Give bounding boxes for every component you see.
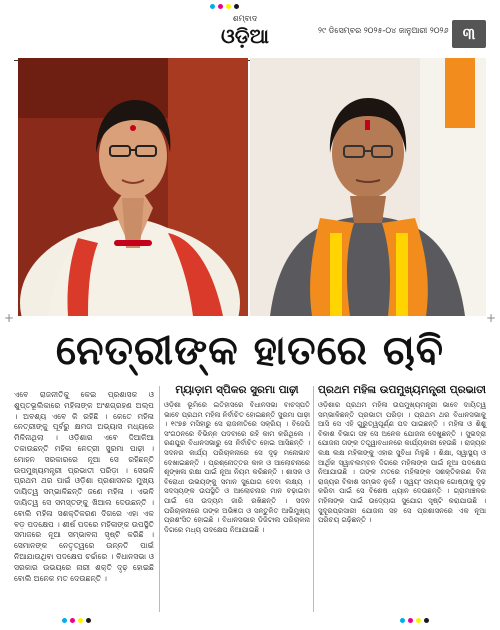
article-column-2-title: ମ୍ୟାଡ଼ାମ ସ୍ପିକର ସୁରମା ପାଢ଼ୀ [175,384,299,396]
trim-mark-right: + [486,311,497,325]
dot-cyan [62,618,67,623]
dot-yellow [416,618,421,623]
article-column-3-title: ପ୍ରଥମ ମହିଳା ଉପମୁଖ୍ୟମନ୍ତ୍ରୀ ପ୍ରଭାତୀ [318,384,486,396]
dot-yellow [226,4,231,9]
trim-mark-left: + [4,311,15,325]
portrait-left-illustration [18,58,248,316]
dot-black [234,4,239,9]
article-column-2-body: ଓଡ଼ିଶା ଭୂମିରେ ଇତିହାସରେ ବିଧାନସଭା ବାଚସ୍ପତି ଭାବେ ପ୍ରଥମ ମହିଳା ନିର୍ବାଚିତ ହୋଇଛନ୍ତି ସୁରମା ପାଢ଼ୀ । ୧୯୭୭ ମସିହାରୁ ସେ ରାଜନୀତିରେ ସକ୍ରିୟ । ବିଜେପି ସଂଗଠନରେ ବିଭିନ୍ନ ପଦବୀରେ ରହି କାମ କରିଥିଲେ । ରଣପୁର ବିଧାନସଭାରୁ ସେ ନିର୍ବାଚିତ ହୋଇ ଆସିଛନ୍ତି । ସଦନର କାର୍ଯ୍ୟ ପରିଚାଳନାରେ ସେ ଦୃଢ଼ ମନୋଭାବ ଦେଖାଇଛନ୍ତି । ପ୍ରଶ୍ନୋତ୍ତର କାଳ ଓ ଆଲୋଚନାରେ ଶୃଙ୍ଖଳା ରକ୍ଷା ପାଇଁ ନୂଆ ନିୟମ କରିଛନ୍ତି । ଶାସକ ଓ ବିରୋଧୀ ଉଭୟଙ୍କୁ ସମାନ ସୁଯୋଗ ଦେବା ଲକ୍ଷ୍ୟ । ସଦସ୍ୟଙ୍କ ଉପସ୍ଥିତି ଓ ଆଲୋଚନାର ମାନ ବଢ଼ାଇବା ପାଇଁ ସେ ଉଦ୍ୟମ ଜାରି ରଖିଛନ୍ତି । ସଦନ ପରିଚାଳନାରେ ତାଙ୍କ ଅଭିଜ୍ଞତା ଓ ସନ୍ତୁଳିତ ଆଭିମୁଖ୍ୟ ପ୍ରଶଂସିତ ହୋଇଛି । ବିଧାନସଭାର ଡିଜିଟାଲ ପରିଚାଳନା ଦିଗରେ ମଧ୍ୟ ପଦକ୍ଷେପ ନିଆଯାଇଛି । [164,401,310,534]
dot-black [424,618,429,623]
masthead-title: ଓଡ଼ିଆ [221,24,269,48]
dot-magenta [70,618,75,623]
article-column-1 [14,390,154,584]
registration-dots-top [210,4,239,9]
masthead-small-text: ଶମ୍ବାଦ [232,14,258,23]
dot-cyan [210,4,215,9]
dot-yellow [78,618,83,623]
article-column-3-body: ଓଡ଼ିଶାର ପ୍ରଥମ ମହିଳା ଉପମୁଖ୍ୟମନ୍ତ୍ରୀ ଭାବେ ଦାୟିତ୍ୱ ସମ୍ଭାଳିଛନ୍ତି ପ୍ରଭାତୀ ପରିଡ଼ା । ପ୍ରଥମ ଥର ବିଧାନସଭାକୁ ଆସି ସେ ଏହି ଗୁରୁତ୍ୱପୂର୍ଣ୍ଣ ପଦ ପାଇଛନ୍ତି । ମହିଳା ଓ ଶିଶୁ ବିକାଶ ବିଭାଗ ସହ ସେ ଅନେକ ଯୋଜନା ଦେଖୁଛନ୍ତି । ସୁଭଦ୍ରା ଯୋଜନା ତାଙ୍କ ତତ୍ତ୍ୱାବଧାନରେ କାର୍ଯ୍ୟକାରୀ ହେଉଛି । ରାଜ୍ୟର ଲକ୍ଷ ଲକ୍ଷ ମହିଳାଙ୍କୁ ଏହାର ସୁବିଧା ମିଳୁଛି । ଶିକ୍ଷା, ସ୍ୱାସ୍ଥ୍ୟ ଓ ଆର୍ଥିକ ସ୍ୱାବଲମ୍ବନ ଦିଗରେ ମହିଳାଙ୍କ ପାଇଁ ନୂଆ ପଦକ୍ଷେପ ନିଆଯାଉଛି । ତାଙ୍କ ମତରେ ମହିଳାଙ୍କ ସଶକ୍ତିକରଣ ବିନା ରାଜ୍ୟର ବିକାଶ ସମ୍ଭବ ନୁହେଁ । ସ୍ୱୟଂ ସହାୟକ ଗୋଷ୍ଠୀକୁ ଦୃଢ଼ କରିବା ପାଇଁ ସେ ବିଶେଷ ଧ୍ୟାନ ଦେଉଛନ୍ତି । ଗ୍ରାମାଞ୍ଚଳର ମହିଳାଙ୍କ ପାଇଁ ଉଦ୍ୟୋଗ ସୁଯୋଗ ସୃଷ୍ଟି କରାଯାଉଛି । ସୁଦୂରପ୍ରସାରୀ ଯୋଜନା ସହ ସେ ପ୍ରଶାସନରେ ଏକ ନୂଆ ପରିଚୟ ଗଢ଼ିଛନ୍ତି । [318,401,486,525]
date-line: ୨୯ ଡିସେମ୍ବର ୨୦୨୫-୦୪ ଜାନୁଆରୀ ୨୦୨୬ [318,26,449,35]
dot-black [86,618,91,623]
photo-right [250,58,486,316]
registration-dots-bottom-left [62,618,91,623]
portrait-right-illustration [250,58,486,316]
page-headline: ନେତ୍ରୀଙ୍କ ହାତରେ ଚାବି [55,328,445,374]
column-divider-2 [313,386,314,612]
page-header [0,12,500,56]
article-column-3 [318,384,486,526]
page-number: ୩ [452,20,486,48]
column-divider-1 [159,386,160,612]
dot-cyan [400,618,405,623]
photo-left [18,58,248,316]
article-column-1-body: ଏବେ ରାଜନୀତିକୁ କେଇ ପ୍ରଶାସକ ଓ ଶୁପ୍ତଭୂଲିକାରେ ମହିଳାଙ୍କ ଅଂଶଗ୍ରହଣ ଅଲ୍ପ । ଅବଶ୍ୟ ଏବେ କି ରହିଛି । କେତେ ମହିଳା ନେତ୍ରୀଙ୍କୁ ପୂର୍ବରୁ କ୍ଷମତା ଅଭ୍ୟାସ ମଧ୍ୟରେ ମିଳିନାଥିଲା । ଓଡ଼ିଶାର ଏବେ ଦିଆଳିଆ ତକାଉଛନ୍ତି ମହିଳା ନେତ୍ରୀ ସୁରମା ପାଢ଼ୀ । ମୋହନ ସରକାରରେ ନୂଆ ସେ ରହିଛନ୍ତି ଉପମୁଖ୍ୟମନ୍ତ୍ରୀ ପ୍ରଭାତୀ ପରିଡ଼ା । ସେଭଳି ପ୍ରଥମ ଥର ପାଇଁ ଓଡ଼ିଶା ପ୍ରଶାସନର ମୁଖ୍ୟ ଦାୟିତ୍ୱ ସମ୍ଭାଳିଛନ୍ତି ଜଣେ ମହିଳା । ଏଭଳି ଦାୟିତ୍ୱ ସେ ସମସ୍ତଙ୍କୁ ଖିଆଲ ଦେଉଛନ୍ତି । ବୋଲି ମହିଳା ସଶକ୍ତିକରଣ ଦିଗରେ ଏହା ଏକ ବଡ଼ ପଦକ୍ଷେପ । ଶୀର୍ଷ ପଦରେ ମହିଳାଙ୍କ ଉପସ୍ଥିତି ସମାଜରେ ନୂଆ ସମ୍ଭାବନା ସୃଷ୍ଟି କରିଛି । ସେମାନଙ୍କ ନେତୃତ୍ୱରେ ଉନ୍ନତି ପାଇଁ ନିଆଯାଉଥିବା ପଦକ୍ଷେପ ଚର୍ଚ୍ଚାରେ । ବିଧାନସଭା ଓ ସରକାର ଉଭୟରେ ନାରୀ ଶକ୍ତି ଦୃଢ଼ ହୋଇଛି ବୋଲି ଅନେକ ମତ ଦେଉଛନ୍ତି । [14,390,154,583]
masthead-logo [210,14,280,50]
dot-magenta [408,618,413,623]
article-column-2 [164,384,310,535]
registration-dots-bottom-right [400,618,429,623]
dot-magenta [218,4,223,9]
